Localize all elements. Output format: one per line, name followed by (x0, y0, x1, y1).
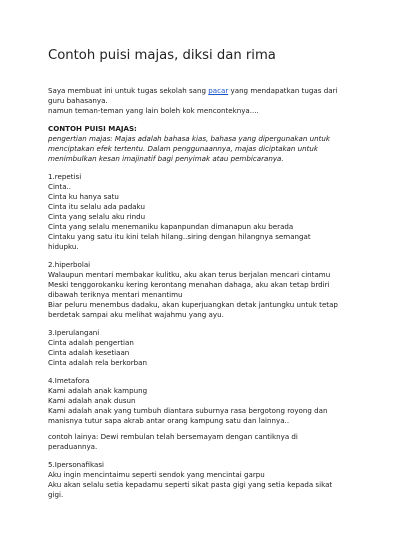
hiperbola-line: dibawah teriknya mentari menantimu (48, 290, 183, 299)
contoh-lainya-line: contoh lainya: Dewi rembulan telah bersemayam dengan cantiknya di (48, 432, 298, 441)
repetisi-line: Cinta yang selalu aku rindu (48, 212, 146, 221)
repetisi-line: Cinta.. (48, 182, 72, 191)
metafora-line: Kami adalah anak yang tumbuh diantara suburnya rasa bergotong royong dan (48, 406, 328, 415)
majas-heading: CONTOH PUISI MAJAS: (48, 124, 137, 133)
document-body (48, 86, 370, 500)
perulangan-line: Cinta adalah pengertian (48, 338, 134, 347)
hiperbola-line: berdetak sampai aku melihat wajahmu yang ayu. (48, 310, 224, 319)
pacar-link[interactable]: pacar (208, 86, 229, 95)
personafikasi-heading: 5.Ipersonafikasi (48, 460, 104, 469)
definition-line: pengertian majas: Majas adalah bahasa kias, bahasa yang dipergunakan untuk (48, 134, 331, 143)
metafora-heading: 4.Imetafora (48, 376, 90, 385)
hiperbola-line: Meski tenggorokanku kering kerontang menahan dahaga, aku akan tetap brdiri (48, 280, 330, 289)
definition-line: menciptakan efek tertentu. Dalam penggunaannya, majas diciptakan untuk (48, 144, 319, 153)
intro-line-3: namun teman-teman yang lain boleh kok menconteknya.... (48, 106, 259, 115)
hiperbola-line: Biar peluru menembus dadaku, akan kuperjuangkan detak jantungku untuk tetap (48, 300, 338, 309)
intro-text-before-link: Saya membuat ini untuk tugas sekolah sang (48, 86, 209, 95)
repetisi-heading: 1.repetisi (48, 172, 82, 181)
definition-line: menimbulkan kesan imajinatif bagi penyimak atau pembicaranya. (48, 154, 284, 163)
contoh-lainya-line: peraduannya. (48, 442, 98, 451)
metafora-line: Kami adalah anak dusun (48, 396, 136, 405)
personafikasi-line: Aku ingin mencintaimu seperti sendok yang mencintai garpu (48, 470, 265, 479)
perulangan-line: Cinta adalah kesetiaan (48, 348, 130, 357)
repetisi-line: Cinta itu selalu ada padaku (48, 202, 145, 211)
intro-line-2: guru bahasanya. (48, 96, 108, 105)
intro-text-after-link: yang mendapatkan tugas dari (228, 86, 338, 95)
personafikasi-line: Aku akan selalu setia kepadamu seperti sikat pasta gigi yang setia kepada sikat (48, 480, 333, 489)
intro-line-1 (48, 86, 370, 96)
metafora-line: manisnya tutur sapa akrab antar orang kampung satu dan lainnya.. (48, 416, 290, 425)
repetisi-line: Cintaku yang satu itu kini telah hilang..siring dengan hilangnya semangat (48, 232, 311, 241)
repetisi-line: hidupku. (48, 242, 79, 251)
hiperbola-heading: 2.hiperbolai (48, 260, 91, 269)
hiperbola-line: Walaupun mentari membakar kulitku, aku akan terus berjalan mencari cintamu (48, 270, 331, 279)
perulangan-heading: 3.Iperulangani (48, 328, 100, 337)
repetisi-line: Cinta ku hanya satu (48, 192, 119, 201)
personafikasi-line: gigi. (48, 490, 64, 499)
document-title: Contoh puisi majas, diksi dan rima (48, 48, 276, 63)
perulangan-line: Cinta adalah rela berkorban (48, 358, 148, 367)
metafora-line: Kami adalah anak kampung (48, 386, 148, 395)
repetisi-line: Cinta yang selalu menemaniku kapanpundan dimanapun aku berada (48, 222, 294, 231)
